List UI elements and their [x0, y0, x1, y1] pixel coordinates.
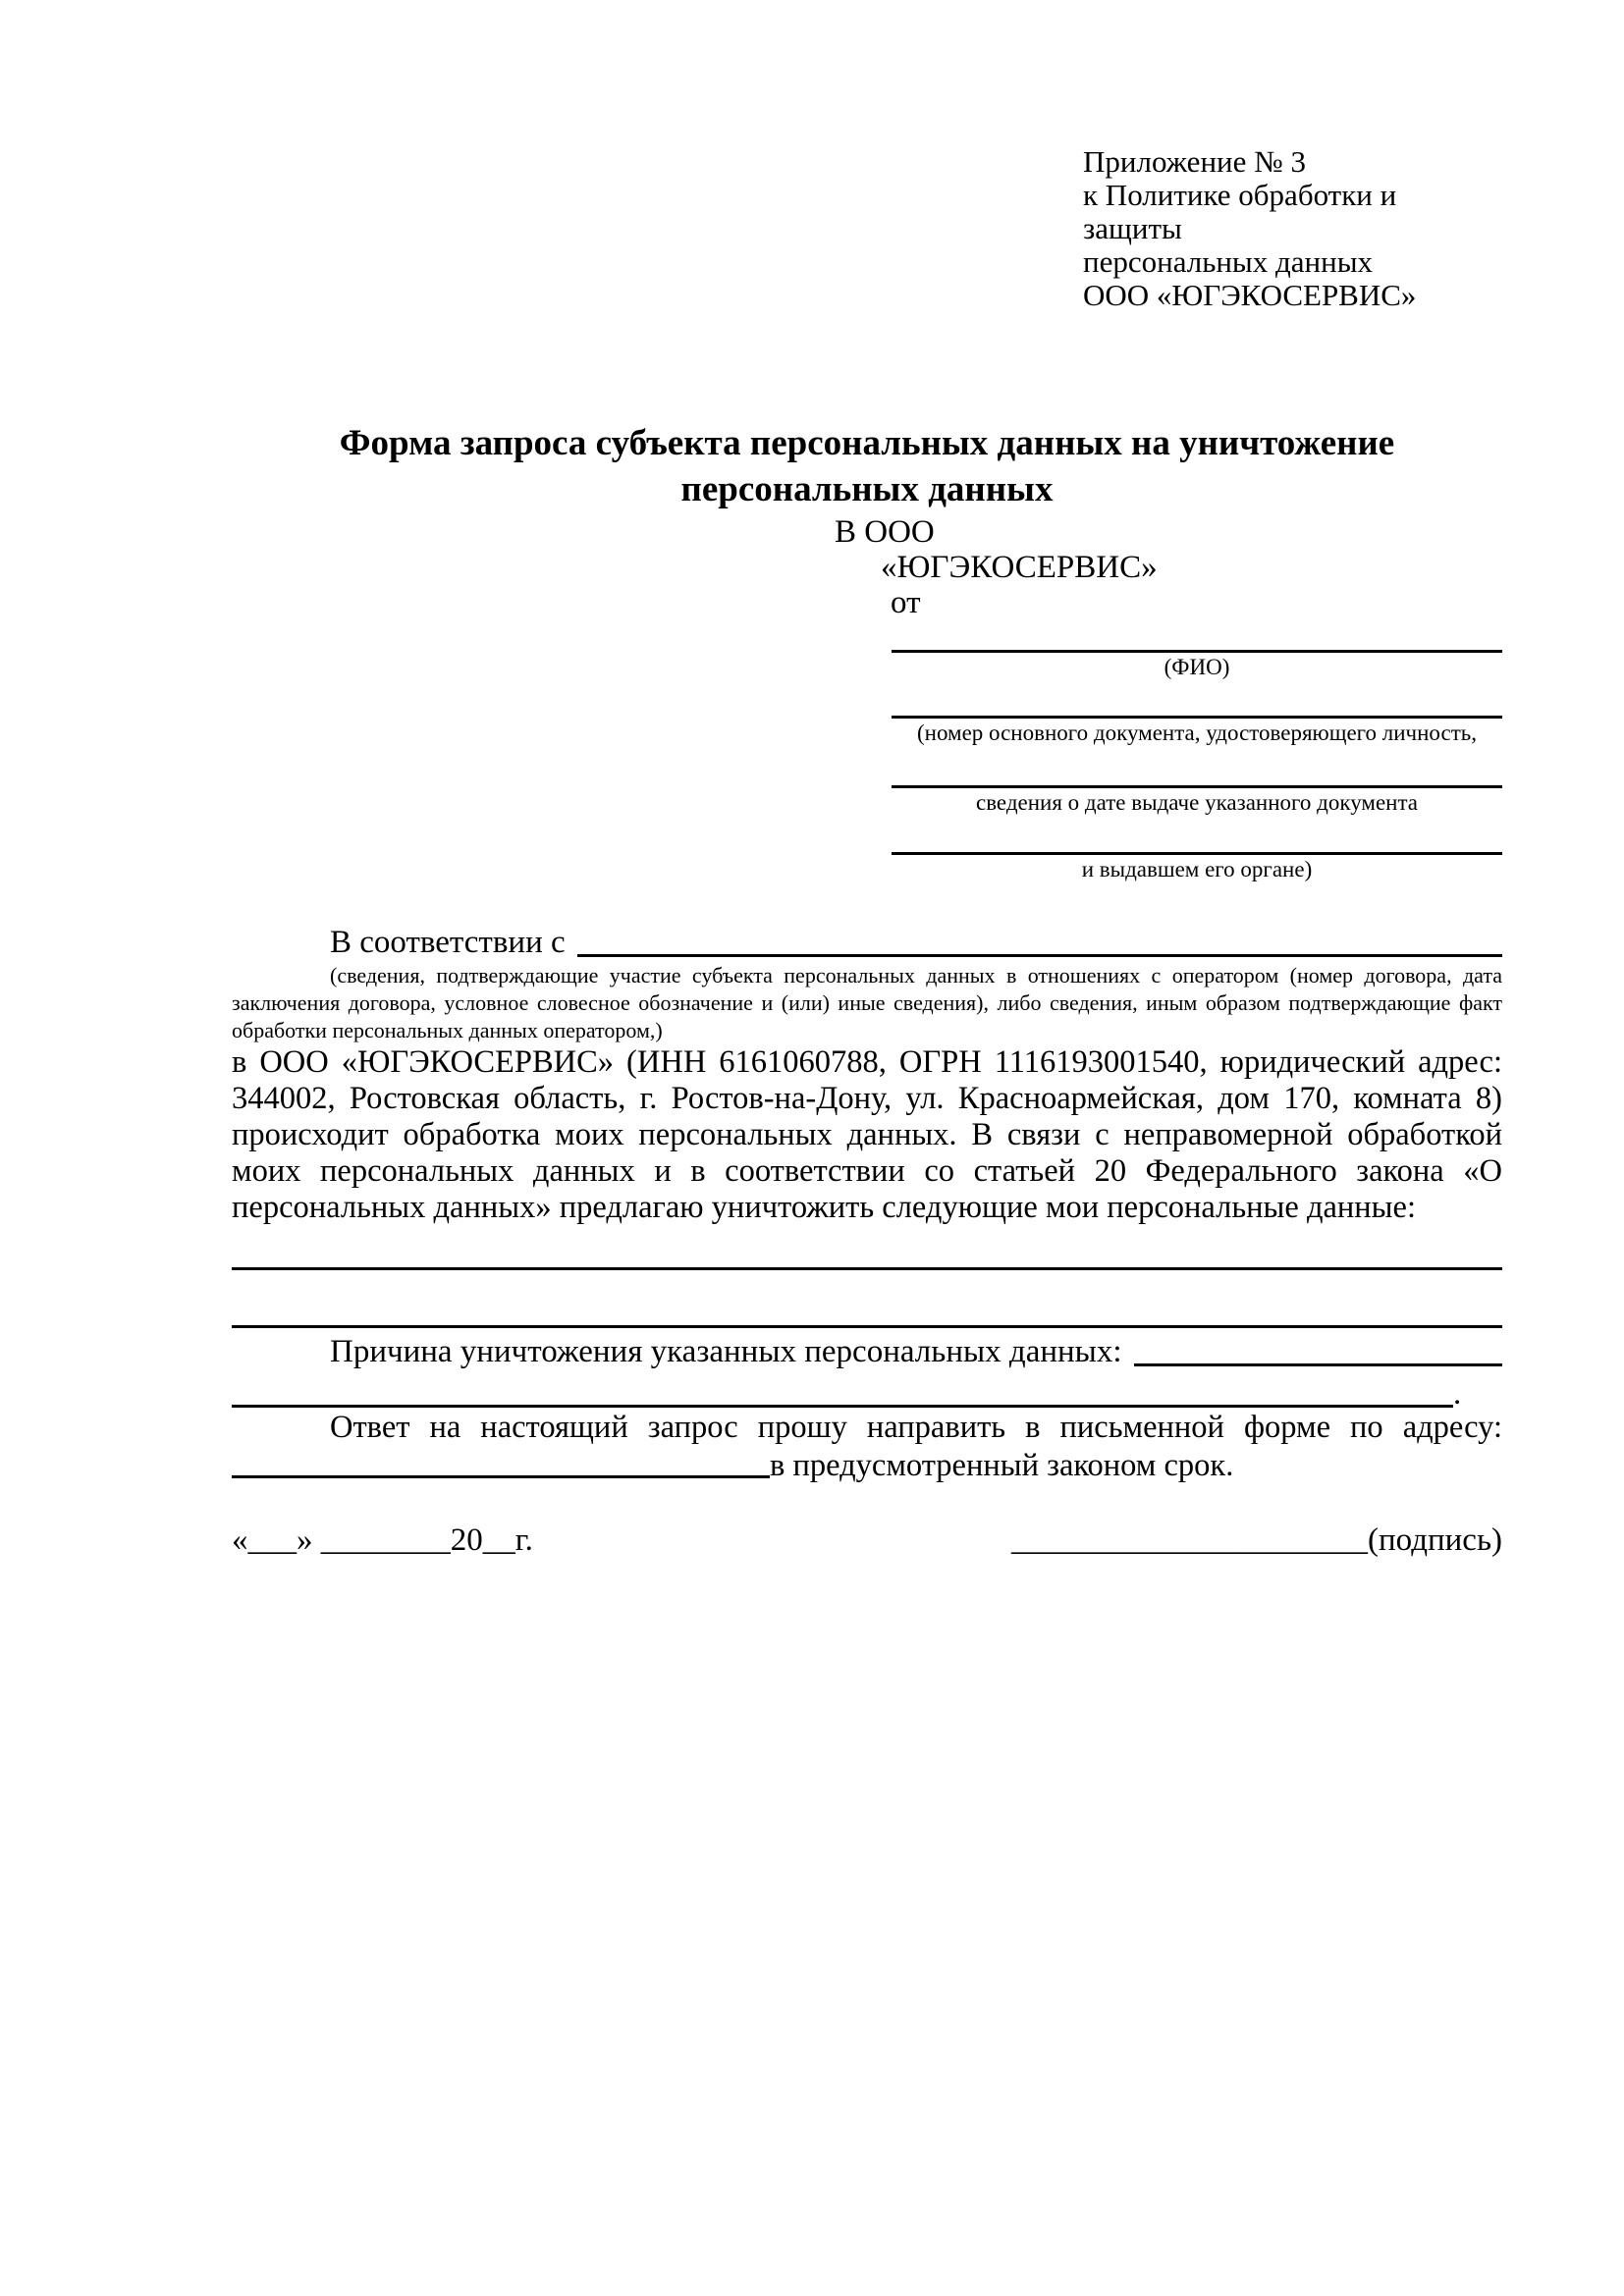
- id-document-issue-date-caption: сведения о дате выдаче указанного документа: [975, 790, 1419, 815]
- form-title: [232, 420, 1502, 512]
- id-document-issuer-caption: и выдавшем его органе): [1081, 857, 1313, 881]
- reason-label: Причина уничтожения указанных персональных данных:: [330, 1334, 1122, 1369]
- appendix-header-block: [1083, 145, 1502, 312]
- request-body-paragraph: в ООО «ЮГЭКОСЕРВИС» (ИНН 6161060788, ОГРН 1116193001540, юридический адрес: 344002, Ростовская область, г. Ростов-на-Дону, ул. Красноармейская, дом 170, комната 8) происходит обработка моих персональных данных. В связи с неправомерной обработкой моих персональных данных и в соответствии со статьей 20 Федерального закона «О персональных данных» предлагаю уничтожить следующие мои персональные данные:: [232, 1044, 1502, 1225]
- response-deadline-text: в предусмотренный законом срок.: [770, 1448, 1234, 1483]
- response-request-text: Ответ на настоящий запрос прошу направить в письменной форме по адресу:: [330, 1410, 1502, 1445]
- reason-input-line-2[interactable]: [232, 1405, 1453, 1408]
- basis-prefix-label: В соответствии с: [330, 925, 566, 960]
- reason-row: [232, 1332, 1502, 1371]
- personal-data-input-line-2[interactable]: [232, 1325, 1502, 1328]
- response-paragraph: [232, 1409, 1502, 1485]
- date-signature-row: [232, 1521, 1502, 1560]
- appendix-number: Приложение № 3: [1083, 144, 1306, 179]
- basis-input-line[interactable]: [577, 954, 1502, 957]
- id-document-number-caption: (номер основного документа, удостоверяющего личность,: [916, 721, 1477, 745]
- reason-input-line[interactable]: [1134, 1363, 1502, 1366]
- reason-continuation-row: [232, 1376, 1502, 1412]
- appendix-policy-line: к Политике обработки и защиты: [1083, 178, 1397, 245]
- appendix-org-name: ООО «ЮГЭКОСЕРВИС»: [1083, 278, 1417, 312]
- basis-row: [232, 923, 1502, 962]
- form-title-line-2: персональных данных: [680, 469, 1054, 509]
- period-mark: .: [1453, 1376, 1462, 1412]
- basis-explanation-note: (сведения, подтверждающие участие субъекта персональных данных в отношениях с оператором (номер договора, дата заключения договора, условное словесное обозначение и (или) иные сведения), либо сведения, иным образом подтверждающие факт обработки персональных данных оператором,): [232, 963, 1502, 1042]
- form-title-line-1: Форма запроса субъекта персональных данных на уничтожение: [339, 423, 1395, 463]
- signature-field[interactable]: ______________________(подпись): [1011, 1522, 1502, 1558]
- addressee-org-name: «ЮГЭКОСЕРВИС»: [881, 550, 1158, 585]
- addressee-block: [232, 514, 1502, 620]
- address-input-line[interactable]: [232, 1475, 770, 1478]
- fio-caption: (ФИО): [1164, 655, 1230, 679]
- addressee-from-label: от: [891, 585, 921, 620]
- date-field[interactable]: «___» ________20__г.: [232, 1522, 533, 1558]
- personal-data-input-line-1[interactable]: [232, 1267, 1502, 1270]
- addressee-to-label: В ООО: [835, 514, 935, 550]
- appendix-policy-line-2: персональных данных: [1083, 244, 1374, 279]
